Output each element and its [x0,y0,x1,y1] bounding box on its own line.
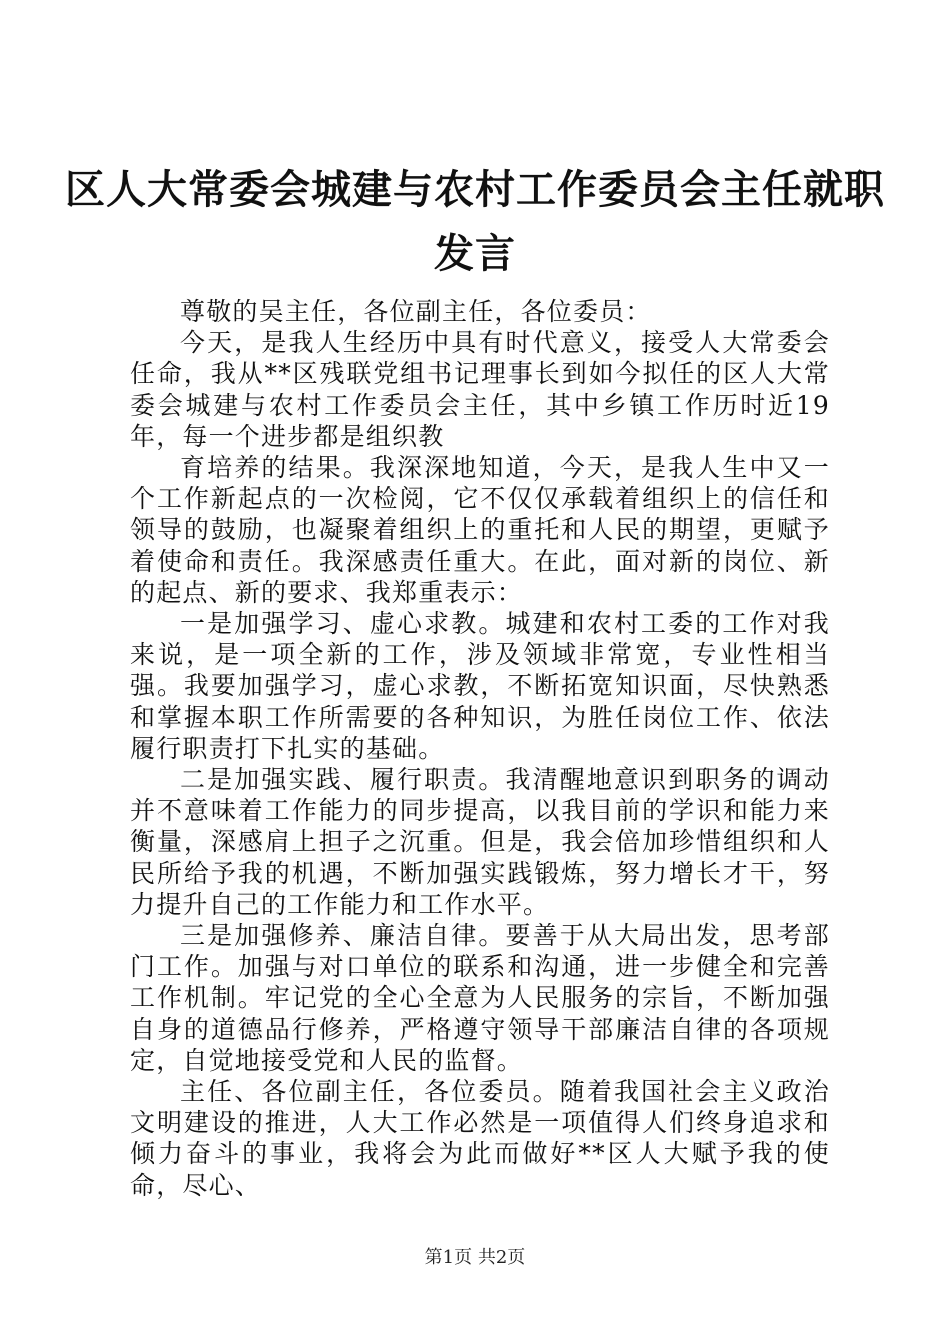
body-paragraph: 今天，是我人生经历中具有时代意义，接受人大常委会任命，我从**区残联党组书记理事长到如今拟任的区人大常委会城建与农村工作委员会主任，其中乡镇工作历时近19年，每一个进步都是组织教 [130,328,830,451]
document-title-line-2: 发言 [434,230,516,277]
salutation-paragraph: 尊敬的吴主任，各位副主任，各位委员： [180,297,652,326]
body-paragraph: 三是加强修养、廉洁自律。要善于从大局出发，思考部门工作。加强与对口单位的联系和沟通，进一步健全和完善工作机制。牢记党的全心全意为人民服务的宗旨，不断加强自身的道德品行修养，严格遵守领导干部廉洁自律的各项规定，自觉地接受党和人民的监督。 [130,921,830,1075]
body-paragraph: 二是加强实践、履行职责。我清醒地意识到职务的调动并不意味着工作能力的同步提高，以我目前的学识和能力来衡量，深感肩上担子之沉重。但是，我会倍加珍惜组织和人民所给予我的机遇，不断加强实践锻炼，努力增长才干，努力提升自己的工作能力和工作水平。 [130,765,830,919]
document-body [130,296,830,1201]
document-title-line-1: 区人大常委会城建与农村工作委员会主任就职 [65,166,885,213]
body-paragraph: 主任、各位副主任，各位委员。随着我国社会主义政治文明建设的推进，人大工作必然是一项值得人们终身追求和倾力奋斗的事业，我将会为此而做好**区人大赋予我的使命，尽心、 [130,1077,830,1200]
page-number-footer: 第1页 共2页 [424,1247,526,1268]
body-paragraph: 一是加强学习、虚心求教。城建和农村工委的工作对我来说，是一项全新的工作，涉及领域非常宽，专业性相当强。我要加强学习，虚心求教，不断拓宽知识面，尽快熟悉和掌握本职工作所需要的各种知识，为胜任岗位工作、依法履行职责打下扎实的基础。 [130,609,830,763]
body-paragraph: 育培养的结果。我深深地知道，今天，是我人生中又一个工作新起点的一次检阅，它不仅仅承载着组织上的信任和领导的鼓励，也凝聚着组织上的重托和人民的期望，更赋予着使命和责任。我深感责任重大。在此，面对新的岗位、新的起点、新的要求、我郑重表示： [130,453,830,607]
